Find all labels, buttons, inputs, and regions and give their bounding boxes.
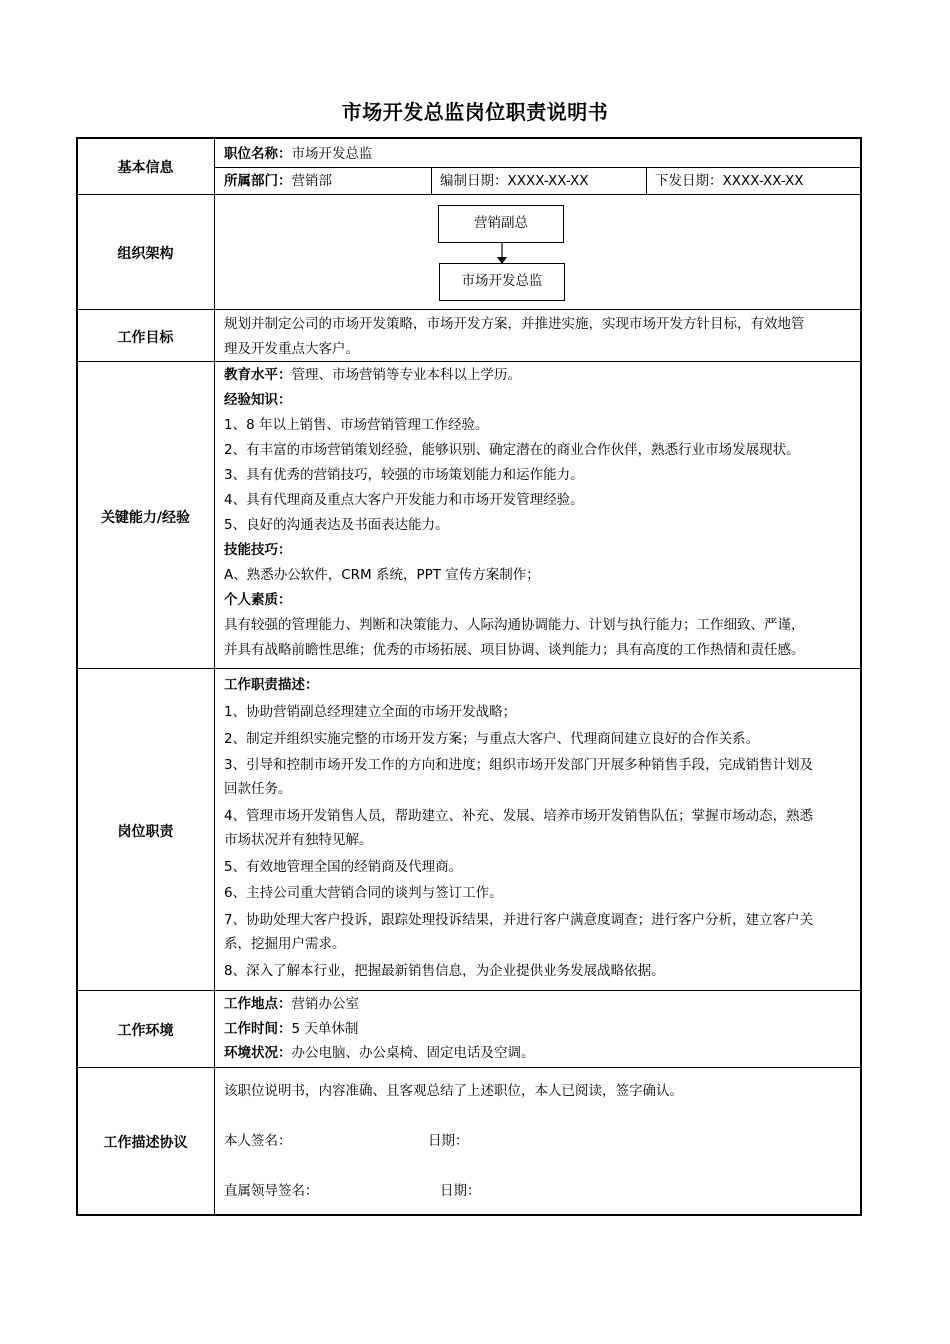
experience-item: 5、良好的沟通表达及书面表达能力。 [224,517,449,533]
duty-item: 6、主持公司重大营销合同的谈判与签订工作。 [224,885,503,902]
row-divider [77,194,861,195]
column-divider [214,138,215,1215]
env-condition-label: 环境状况： [224,1045,292,1061]
duty-item: 2、制定并组织实施完整的市场开发方案；与重点大客户、代理商间建立良好的合作关系。 [224,730,760,747]
agreement-label: 工作描述协议 [103,1135,188,1151]
education-label: 教育水平： [224,367,292,383]
department-field [224,172,332,190]
duty-item: 8、深入了解本行业，把握最新销售信息，为企业提供业务发展战略依据。 [224,962,665,979]
duties-heading: 工作职责描述： [224,677,319,693]
duty-item: 回款任务。 [224,781,292,798]
page-title: 市场开发总监岗位职责说明书 [341,100,609,124]
env-condition-line [224,1041,854,1066]
duties-content [224,672,854,985]
row-divider [77,668,861,669]
environment-label: 工作环境 [117,1023,174,1039]
position-name-value: 市场开发总监 [291,146,373,162]
experience-item: 4、具有代理商及重点大客户开发能力和市场开发管理经验。 [224,492,584,508]
cell-divider [431,168,432,194]
goal-line: 规划并制定公司的市场开发策略，市场开发方案，并推进实施，实现市场开发方针目标，有效地管 [224,316,805,332]
compile-date: 编制日期：XXXX-XX-XX [440,173,589,189]
duty-item: 7、协助处理大客户投诉，跟踪处理投诉结果，并进行客户满意度调查；进行客户分析，建立客户关 [224,912,814,929]
work-place-label: 工作地点： [224,996,292,1012]
quality-heading: 个人素质： [224,592,292,608]
department-value: 营销部 [291,173,332,189]
work-place-line [224,992,854,1017]
quality-line: 具有较强的管理能力、判断和决策能力、人际沟通协调能力、计划与执行能力；工作细致、严谨， [224,617,805,633]
duty-item: 4、管理市场开发销售人员，帮助建立、补充、发展、培养市场开发销售队伍；掌握市场动态，熟悉 [224,807,814,824]
duty-item: 3、引导和控制市场开发工作的方向和进度；组织市场开发部门开展多种销售手段，完成销售计划及 [224,757,814,774]
skills-value: A、熟悉办公软件，CRM 系统，PPT 宣传方案制作； [224,567,540,583]
env-condition-value: 办公电脑、办公桌椅、固定电话及空调。 [291,1045,535,1061]
experience-item: 3、具有优秀的营销技巧，较强的市场策划能力和运作能力。 [224,467,584,483]
experience-heading: 经验知识： [224,392,292,408]
work-goal-label: 工作目标 [117,330,174,346]
row-divider [77,309,861,310]
duty-item: 系，挖掘用户需求。 [224,935,346,952]
cell-divider [646,168,647,194]
row-divider [77,990,861,991]
experience-item: 2、有丰富的市场营销策划经验，能够识别、确定潜在的商业合作伙伴，熟悉行业市场发展现状。 [224,442,800,458]
basic-info-label: 基本信息 [117,160,174,176]
education-line [224,363,854,388]
leader-signature-field: 直属领导签名： [224,1183,319,1199]
work-place-value: 营销办公室 [291,996,359,1012]
experience-item: 1、8 年以上销售、市场营销管理工作经验。 [224,417,489,433]
row-divider [77,1067,861,1068]
duty-item: 1、协助营销副总经理建立全面的市场开发战略； [224,703,517,720]
duty-item: 市场状况并有独特见解。 [224,831,373,848]
goal-line: 理及开发重点大客户。 [224,341,359,357]
row-divider [215,167,861,168]
work-time-value: 5 天单休制 [291,1020,359,1037]
self-date-field: 日期： [428,1133,469,1149]
self-signature-field: 本人签名： [224,1133,292,1149]
environment-content [224,992,854,1066]
position-name-label: 职位名称： [224,146,292,162]
education-value: 管理、市场营销等专业本科以上学历。 [291,367,521,383]
agreement-statement: 该职位说明书，内容准确、且客观总结了上述职位，本人已阅读，签字确认。 [224,1083,683,1099]
leader-date-field: 日期： [440,1183,481,1199]
org-structure-label: 组织架构 [117,246,174,262]
duty-item: 5、有效地管理全国的经销商及代理商。 [224,858,463,875]
ability-label: 关键能力/经验 [100,510,191,526]
org-box-bottom: 市场开发总监 [439,263,565,301]
issue-date: 下发日期：XXXX-XX-XX [655,173,804,189]
work-time-line [224,1017,854,1042]
work-time-label: 工作时间： [224,1020,292,1037]
position-name-field [224,145,373,163]
duties-label: 岗位职责 [117,824,174,840]
work-goal-text [224,312,854,362]
department-label: 所属部门： [224,173,292,189]
ability-content [224,363,854,663]
org-box-top: 营销副总 [438,205,564,243]
quality-line: 并具有战略前瞻性思维；优秀的市场拓展、项目协调、谈判能力；具有高度的工作热情和责任感。 [224,642,805,658]
skills-heading: 技能技巧： [224,542,292,558]
